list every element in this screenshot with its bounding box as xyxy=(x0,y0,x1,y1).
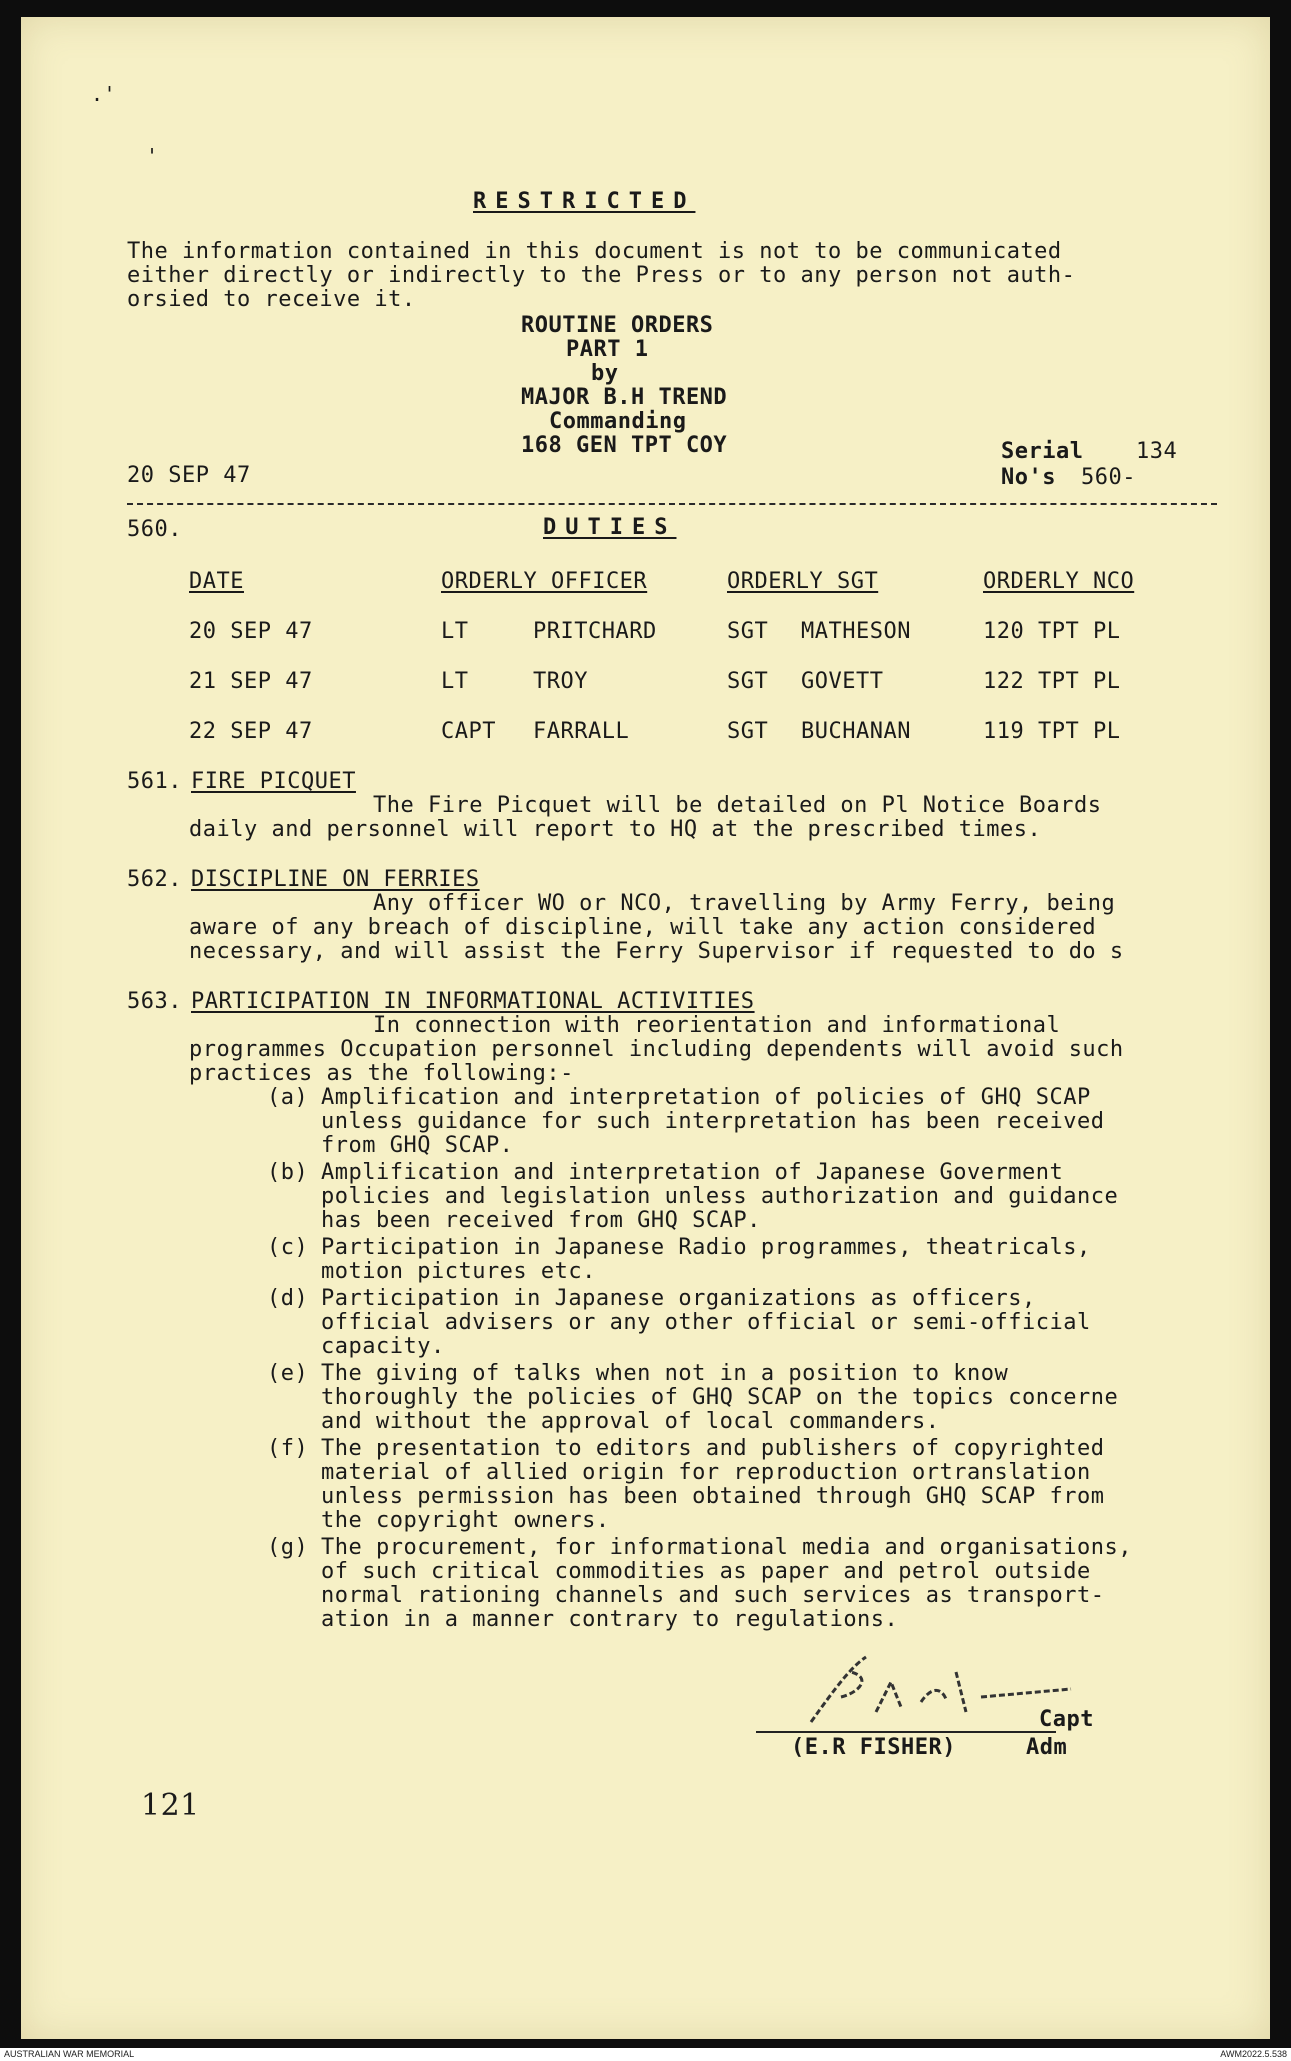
practice-letter: (d) xyxy=(267,1286,309,1311)
body-line: programmes Occupation personnel including dependents will avoid such xyxy=(189,1037,1124,1062)
sgt-rank: SGT xyxy=(727,719,769,744)
serial-value: 134 xyxy=(1136,439,1178,464)
practice-text-line: The procurement, for informational media and organisations, xyxy=(321,1535,1132,1560)
practice-letter: (b) xyxy=(267,1160,309,1185)
practice-letter: (e) xyxy=(267,1361,309,1386)
practice-text-line: has been received from GHQ SCAP. xyxy=(321,1208,761,1233)
practice-letter: (g) xyxy=(267,1535,309,1560)
col-header-orderly-nco: ORDERLY NCO xyxy=(983,569,1135,594)
practice-text-line: of such critical commodities as paper and petrol outside xyxy=(321,1559,1091,1584)
body-line: practices as the following:- xyxy=(189,1061,574,1086)
practice-letter: (c) xyxy=(267,1235,309,1260)
nco-platoon: 120 TPT PL xyxy=(983,619,1121,644)
practice-text-line: official advisers or any other official or semi-official xyxy=(321,1310,1091,1335)
order-number-560: 560. xyxy=(127,517,182,542)
title-part: PART 1 xyxy=(566,337,649,362)
participation-heading: PARTICIPATION IN INFORMATIONAL ACTIVITIES xyxy=(191,989,755,1014)
archive-footer xyxy=(0,2048,1291,2061)
officer-name: FARRALL xyxy=(533,719,630,744)
sgt-name: MATHESON xyxy=(801,619,911,644)
practice-text-line: Participation in Japanese Radio programmes, theatricals, xyxy=(321,1235,1091,1260)
body-line: The Fire Picquet will be detailed on Pl Notice Boards xyxy=(373,793,1102,818)
nos-label: No's xyxy=(1001,465,1056,490)
sgt-rank: SGT xyxy=(727,619,769,644)
order-number-563: 563. xyxy=(127,989,182,1014)
restriction-notice-line: orsied to receive it. xyxy=(127,287,416,312)
section-divider xyxy=(127,503,1217,505)
footer-reference: AWM2022.5.538 xyxy=(1220,2049,1287,2059)
title-commanding: Commanding xyxy=(549,409,687,434)
practice-text-line: unless guidance for such interpretation has been received xyxy=(321,1109,1105,1134)
corner-mark: .' xyxy=(91,82,117,106)
officer-name: PRITCHARD xyxy=(533,619,657,644)
body-line: In connection with reorientation and informational xyxy=(373,1013,1061,1038)
page-number: 121 xyxy=(141,1788,200,1823)
body-line: aware of any breach of discipline, will take any action considered xyxy=(189,915,1097,940)
sgt-name: GOVETT xyxy=(801,669,884,694)
order-number-562: 562. xyxy=(127,867,182,892)
title-by: by xyxy=(591,361,619,386)
practice-text-line: normal rationing channels and such services as transport- xyxy=(321,1583,1105,1608)
signatory-name: (E.R FISHER) xyxy=(791,1735,956,1760)
duty-date: 22 SEP 47 xyxy=(189,719,313,744)
officer-name: TROY xyxy=(533,669,588,694)
corner-mark: ' xyxy=(146,144,159,168)
officer-rank: CAPT xyxy=(441,719,496,744)
serial-label: Serial xyxy=(1001,439,1084,464)
duty-date: 21 SEP 47 xyxy=(189,669,313,694)
nco-platoon: 122 TPT PL xyxy=(983,669,1121,694)
practice-text-line: unless permission has been obtained through GHQ SCAP from xyxy=(321,1484,1105,1509)
signatory-appointment: Adm xyxy=(1026,1735,1068,1760)
practice-text-line: motion pictures etc. xyxy=(321,1259,596,1284)
officer-rank: LT xyxy=(441,619,469,644)
document-page xyxy=(21,17,1270,2039)
order-number-561: 561. xyxy=(127,769,182,794)
restriction-notice-line: either directly or indirectly to the Press or to any person not auth- xyxy=(127,263,1076,288)
practice-text-line: thoroughly the policies of GHQ SCAP on the topics concerne xyxy=(321,1385,1119,1410)
practice-text-line: Amplification and interpretation of policies of GHQ SCAP xyxy=(321,1085,1091,1110)
practice-text-line: the copyright owners. xyxy=(321,1508,610,1533)
body-line: Any officer WO or NCO, travelling by Army Ferry, being xyxy=(373,891,1116,916)
practice-text-line: from GHQ SCAP. xyxy=(321,1133,514,1158)
practice-text-line: Participation in Japanese organizations as officers, xyxy=(321,1286,1036,1311)
practice-text-line: policies and legislation unless authorization and guidance xyxy=(321,1184,1119,1209)
practice-text-line: material of allied origin for reproduction ortranslation xyxy=(321,1460,1091,1485)
practice-text-line: capacity. xyxy=(321,1334,445,1359)
practice-text-line: The giving of talks when not in a position to know xyxy=(321,1361,1009,1386)
sgt-rank: SGT xyxy=(727,669,769,694)
title-commander: MAJOR B.H TREND xyxy=(521,385,728,410)
practice-text-line: Amplification and interpretation of Japanese Goverment xyxy=(321,1160,1064,1185)
duties-heading: DUTIES xyxy=(543,515,677,540)
title-unit: 168 GEN TPT COY xyxy=(521,433,728,458)
practice-text-line: ation in a manner contrary to regulations. xyxy=(321,1607,899,1632)
body-line: necessary, and will assist the Ferry Supervisor if requested to do s xyxy=(189,939,1124,964)
duty-date: 20 SEP 47 xyxy=(189,619,313,644)
practice-text-line: The presentation to editors and publishers of copyrighted xyxy=(321,1436,1105,1461)
document-date: 20 SEP 47 xyxy=(127,463,251,488)
practice-letter: (a) xyxy=(267,1085,309,1110)
officer-rank: LT xyxy=(441,669,469,694)
restriction-notice-line: The information contained in this document is not to be communicated xyxy=(127,239,1062,264)
title-routine-orders: ROUTINE ORDERS xyxy=(521,313,714,338)
nco-platoon: 119 TPT PL xyxy=(983,719,1121,744)
col-header-orderly-sgt: ORDERLY SGT xyxy=(727,569,879,594)
col-header-date: DATE xyxy=(189,569,244,594)
practice-text-line: and without the approval of local commanders. xyxy=(321,1409,940,1434)
nos-value: 560- xyxy=(1081,465,1136,490)
body-line: daily and personnel will report to HQ at the prescribed times. xyxy=(189,817,1042,842)
discipline-heading: DISCIPLINE ON FERRIES xyxy=(191,867,480,892)
classification-heading: RESTRICTED xyxy=(473,189,696,214)
fire-picquet-heading: FIRE PICQUET xyxy=(191,769,356,794)
signature-line xyxy=(756,1731,1056,1733)
col-header-orderly-officer: ORDERLY OFFICER xyxy=(441,569,648,594)
practice-letter: (f) xyxy=(267,1436,309,1461)
sgt-name: BUCHANAN xyxy=(801,719,911,744)
signatory-rank: Capt xyxy=(1039,1707,1094,1732)
footer-institution: AUSTRALIAN WAR MEMORIAL xyxy=(4,2049,135,2059)
